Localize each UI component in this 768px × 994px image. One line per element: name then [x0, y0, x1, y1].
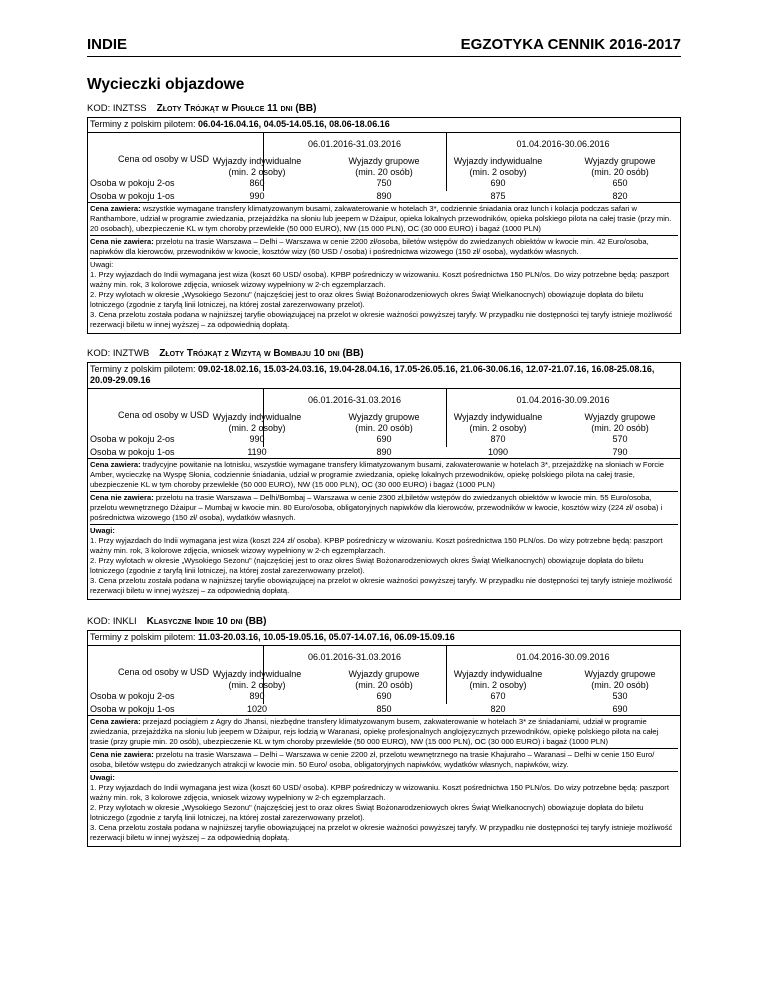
price-single: 820 [490, 704, 506, 714]
note-item: 1. Przy wyjazdach do Indii wymagana jest wiza (koszt 60 USD/ osoba). KPBP pośredniczy w wizowaniu. Koszt pośrednictwa 150 PLN/os. Do wizy potrzebne będą: paszport ważny min. rok, 3 kolorowe zdjęcia, wniosek wizowy wypełniony w 2-ch egzemplarzach. [90, 783, 669, 802]
terms-label: Terminy z polskim pilotem: [90, 119, 196, 129]
terms-label: Terminy z polskim pilotem: [90, 632, 196, 642]
notes-label: Uwagi: [90, 526, 115, 535]
price-double: 860 [249, 178, 265, 188]
note-item: 2. Przy wylotach w okresie „Wysokiego Sezonu" (najczęściej jest to oraz okres Świąt Bożonarodzeniowych okres Świąt Wielkanocnych) obowiązuje dopłata do biletu lotniczego (zgodnie z taryfą linii lotniczej, na której został zarezerwowany przelot). [90, 556, 644, 575]
price-single: 1020 [246, 704, 268, 714]
price-double: 690 [376, 434, 392, 444]
excludes-label: Cena nie zawiera: [90, 493, 154, 502]
price-single: 820 [612, 191, 628, 201]
price-double: 670 [490, 691, 506, 701]
col-group-sub: (min. 20 osób) [355, 423, 413, 433]
tour-description [88, 202, 680, 333]
note-item: 1. Przy wyjazdach do Indii wymagana jest wiza (koszt 224 zł/ osoba). KPBP pośredniczy w wizowaniu. Koszt pośrednictwa 150 PLN/os. Do wizy potrzebne będą: paszport ważny min. rok, 3 kolorowe zdjęcia, wniosek wizowy wypełniony w 2-ch egzemplarzach. [90, 536, 663, 555]
tour-code: KOD: INZTSS [87, 103, 147, 114]
tour-box [87, 117, 681, 334]
price-excludes [90, 493, 678, 525]
tour-box [87, 630, 681, 847]
price-double: 530 [612, 691, 628, 701]
price-label: Cena od osoby w USD [118, 667, 210, 677]
price-label: Cena od osoby w USD [118, 410, 210, 420]
tour-name: Złoty Trójkąt z Wizytą w Bombaju 10 dni (BB) [159, 348, 364, 359]
notes [90, 526, 678, 597]
page-header [87, 36, 681, 57]
note-item: 3. Cena przelotu została podana w najniższej taryfie obowiązującej na przelot w okresie ważności powyższej taryfy. W przypadku nie dostępności tej taryfy istnieje możliwość rezerwacji biletu w innej wyższej – za odpowiednią dopłatą. [90, 310, 673, 329]
excludes-label: Cena nie zawiera: [90, 237, 154, 246]
col-group: Wyjazdy grupowe [348, 156, 420, 166]
price-table [88, 646, 680, 704]
row-single-label: Osoba w pokoju 1-os [90, 191, 175, 201]
note-item: 2. Przy wylotach w okresie „Wysokiego Sezonu" (najczęściej jest to oraz okres Świąt Bożonarodzeniowych okres Świąt Wielkanocnych) obowiązuje dopłata do biletu lotniczego (zgodnie z taryfą linii lotniczej, na której został zarezerwowany przelot). [90, 290, 644, 309]
col-individual: Wyjazdy indywidualne [453, 412, 543, 422]
tour-code-line [87, 348, 364, 359]
price-single: 1190 [247, 447, 267, 457]
tour-code-line [87, 103, 316, 114]
price-double: 570 [612, 434, 628, 444]
price-double: 990 [249, 434, 265, 444]
col-group: Wyjazdy grupowe [348, 412, 420, 422]
includes-text: wszystkie wymagane transfery klimatyzowanym busami, zakwaterowanie w hotelach 3*, codziennie śniadania oraz lunch i kolacja podczas safari w Ranthambore, udział w programie zwiedzania, przejażdżka na słoniu lub jeepem w Dżaipur, opieka lokalnych przewodników, opieka polskiego pilota na całej trasie (przy min. 20 osobach), ubezpieczenie KL w tym choroby przewlekłe (50 000 EURO), NW (15 000 PLN), OC (30 000 EURO) i bagaż (1000 PLN) [90, 204, 672, 233]
tour-description [88, 458, 680, 599]
tour-description [88, 715, 680, 846]
price-single: 875 [490, 191, 506, 201]
row-double-label: Osoba w pokoju 2-os [90, 691, 175, 701]
note-item: 1. Przy wyjazdach do Indii wymagana jest wiza (koszt 60 USD/ osoba). KPBP pośredniczy w wizowaniu. Koszt pośrednictwa 150 PLN/os. Do wizy potrzebne będą: paszport ważny min. rok, 3 kolorowe zdjęcia, wniosek wizowy wypełniony w 2-ch egzemplarzach. [90, 270, 669, 289]
price-single: 850 [376, 704, 392, 714]
price-row-single [88, 191, 680, 202]
period-2-header: 01.04.2016-30.09.2016 [516, 652, 610, 662]
header-catalog-title: EGZOTYKA CENNIK 2016-2017 [460, 36, 681, 53]
price-excludes [90, 237, 678, 259]
period-2-header: 01.04.2016-30.06.2016 [516, 139, 610, 149]
tour-code: KOD: INKLI [87, 616, 137, 627]
row-single-label: Osoba w pokoju 1-os [90, 704, 175, 714]
includes-label: Cena zawiera: [90, 460, 141, 469]
col-group: Wyjazdy grupowe [584, 412, 656, 422]
terms-dates: 09.02-18.02.16, 15.03-24.03.16, 19.04-28.04.16, 17.05-26.05.16, 21.06-30.06.16, 12.07-21.07.16, 16.08-25.08.16, 20.09-29.09.16 [90, 364, 655, 385]
price-single: 890 [376, 191, 392, 201]
includes-text: przejazd pociągiem z Agry do Jhansi, niezbędne transfery klimatyzowanym busem, zakwaterowanie w hotelach 3* ze śniadaniami, udział w programie zwiedzania, przejażdżka na słoniu lub jeepem w Dżaipur, rejs łodzią w Waranasi, opiekę profesjonalnych anglojęzycznych przewodników, opiekę polskiego pilota na całej trasie (przy grupie min. 20 osób), ubezpieczenie KL w tym choroby przewlekłe (50 000 EURO), NW (15 000 PLN), OC (30 000 EURO) i bagaż (1000 PLN) [90, 717, 659, 746]
excludes-label: Cena nie zawiera: [90, 750, 154, 759]
tour-terms [88, 363, 680, 389]
includes-text: tradycyjne powitanie na lotnisku, wszystkie wymagane transfery klimatyzowanym busami, zakwaterowanie w hotelach 3*, przejażdżkę na słoniach w Forcie Amber, wycieczkę na Wyspę Słonia, codziennie śniadania, udział w programie zwiedzania, opiekę lokalnych przewodników, opiekę polskiego pilota na całej trasie, ubezpieczenie KL w tym choroby przewlekłe (50 000 EURO), NW (15 000 PLN), OC (30 000 EURO) i bagaż (1000 PLN) [90, 460, 665, 489]
excludes-text: przelotu na trasie Warszawa – Delhi/Bombaj – Warszawa w cenie 2300 zł,biletów wstępów do zwiedzanych obiektów w kwocie min. 55 Euro/osoba, przelotu wewnętrznego Dżaipur – Mumbaj w kwocie min. 80 Euro/osoba, obligatoryjnych napiwków dla kierowców, przewodników w kwocie, kosztów wizy (224 zł/ osoba) i pośrednictwa wizowego (150 zł/ osoba), wydatków własnych. [90, 493, 663, 522]
price-double: 750 [376, 178, 392, 188]
note-item: 2. Przy wylotach w okresie „Wysokiego Sezonu" (najczęściej jest to oraz okres Świąt Bożonarodzeniowych okres Świąt Wielkanocnych) obowiązuje dopłata do biletu lotniczego (zgodnie z taryfą linii lotniczej, na której został zarezerwowany przelot). [90, 803, 644, 822]
col-group-sub: (min. 20 osób) [355, 167, 413, 177]
note-item: 3. Cena przelotu została podana w najniższej taryfie obowiązującej na przelot w okresie ważności powyższej taryfy. W przypadku nie dostępności tej taryfy istnieje możliwość rezerwacji biletu w innej wyższej – za odpowiednią dopłatą. [90, 823, 673, 842]
excludes-text: przelotu na trasie Warszawa – Delhi – Warszawa w cenie 2200 zł/osoba, biletów wstępów do zwiedzanych obiektów w kwocie min. 42 Euro/osoba, napiwków dla kierowców, przewodników w kwocie, kosztów wizy (60 USD / osoba) i pośrednictwa wizowego (150 zł/ osoba), wydatków własnych. [90, 237, 649, 256]
tour-terms [88, 118, 680, 133]
price-double: 870 [490, 434, 506, 444]
col-group-sub: (min. 20 osób) [591, 680, 649, 690]
terms-dates: 11.03-20.03.16, 10.05-19.05.16, 05.07-14.07.16, 06.09-15.09.16 [198, 632, 455, 642]
note-item: 3. Cena przelotu została podana w najniższej taryfie obowiązującej na przelot w okresie ważności powyższej taryfy. W przypadku nie dostępności tej taryfy istnieje możliwość rezerwacji biletu w innej wyższej – za odpowiednią dopłatą. [90, 576, 673, 595]
notes-label: Uwagi: [90, 773, 115, 782]
price-table [88, 389, 680, 447]
notes-label: Uwagi: [90, 260, 114, 269]
price-double: 650 [612, 178, 628, 188]
price-single: 790 [612, 447, 628, 457]
includes-label: Cena zawiera: [90, 204, 141, 213]
period-1-header: 06.01.2016-31.03.2016 [307, 652, 402, 662]
period-1-header: 06.01.2016-31.03.2016 [307, 139, 402, 149]
col-individual-sub: (min. 2 osoby) [469, 680, 527, 690]
notes [90, 773, 678, 844]
col-individual: Wyjazdy indywidualne [453, 669, 543, 679]
period-2-header: 01.04.2016-30.09.2016 [516, 395, 610, 405]
price-excludes [90, 750, 678, 772]
col-group-sub: (min. 20 osób) [591, 167, 649, 177]
tour-terms [88, 631, 680, 646]
price-label: Cena od osoby w USD [118, 154, 210, 164]
price-single: 1090 [487, 447, 509, 457]
price-table [88, 133, 680, 191]
tour-code-line [87, 616, 266, 627]
price-double: 690 [376, 691, 392, 701]
row-single-label: Osoba w pokoju 1-os [90, 447, 175, 457]
tour-code: KOD: INZTWB [87, 348, 150, 359]
price-row-single [88, 704, 680, 715]
col-individual-sub: (min. 2 osoby) [228, 680, 286, 690]
row-double-label: Osoba w pokoju 2-os [90, 434, 175, 444]
header-country: INDIE [87, 36, 128, 53]
col-group-sub: (min. 20 osób) [355, 680, 413, 690]
terms-label: Terminy z polskim pilotem: [90, 364, 196, 374]
col-individual: Wyjazdy indywidualne [212, 669, 302, 679]
price-single: 890 [376, 447, 392, 457]
tour-name: Złoty Trójkąt w Pigułce 11 dni (BB) [156, 103, 317, 114]
col-individual: Wyjazdy indywidualne [212, 412, 302, 422]
col-individual-sub: (min. 2 osoby) [228, 423, 286, 433]
price-row-single [88, 447, 680, 458]
tour-name: Klasyczne Indie 10 dni (BB) [146, 616, 267, 627]
col-individual-sub: (min. 2 osoby) [469, 423, 527, 433]
price-single: 690 [612, 704, 628, 714]
col-individual-sub: (min. 2 osoby) [228, 167, 286, 177]
col-individual-sub: (min. 2 osoby) [469, 167, 527, 177]
col-group: Wyjazdy grupowe [584, 669, 656, 679]
period-1-header: 06.01.2016-31.03.2016 [307, 395, 402, 405]
price-includes [90, 204, 678, 236]
page-title: Wycieczki objazdowe [87, 76, 245, 93]
row-double-label: Osoba w pokoju 2-os [90, 178, 175, 188]
col-group-sub: (min. 20 osób) [591, 423, 649, 433]
price-includes [90, 717, 678, 749]
notes [90, 260, 678, 331]
tour-box [87, 362, 681, 600]
price-double: 890 [249, 691, 265, 701]
col-individual: Wyjazdy indywidualne [453, 156, 543, 166]
price-double: 690 [490, 178, 506, 188]
col-individual: Wyjazdy indywidualne [212, 156, 302, 166]
col-group: Wyjazdy grupowe [584, 156, 656, 166]
excludes-text: przelotu na trasie Warszawa – Delhi – Warszawa w cenie 2200 zł, przelotu wewnętrznego na trasie Khajuraho – Waranasi – Delhi w cenie 150 Euro/ osoba, biletów wstępu do zwiedzanych atrakcji w kwocie min. 50 Euro/ osoba, obligatoryjnych napiwków, wydatków własnych, napiwków, wizy. [90, 750, 655, 769]
price-includes [90, 460, 678, 492]
price-single: 990 [249, 191, 265, 201]
terms-dates: 06.04-16.04.16, 04.05-14.05.16, 08.06-18.06.16 [198, 119, 390, 129]
col-group: Wyjazdy grupowe [348, 669, 420, 679]
includes-label: Cena zawiera: [90, 717, 141, 726]
